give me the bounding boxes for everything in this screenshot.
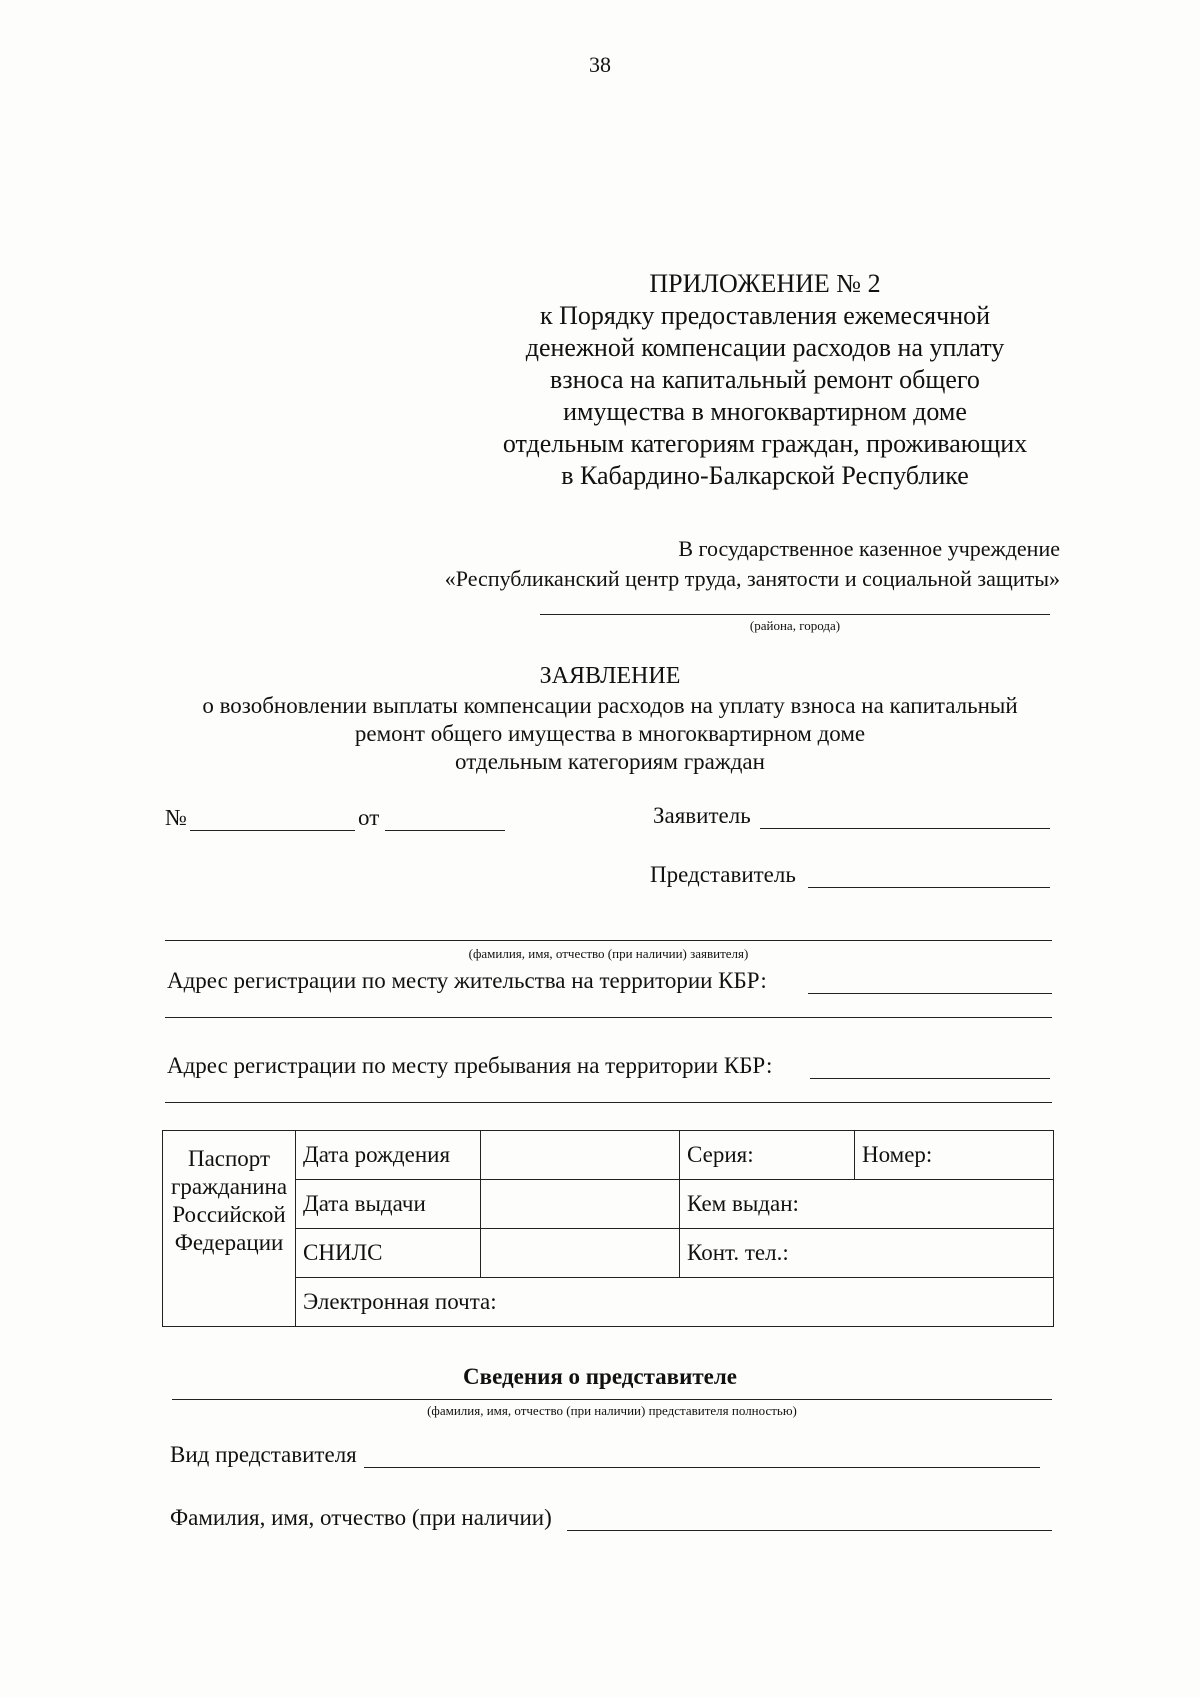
- page-number: 38: [589, 52, 611, 77]
- appendix-line: взноса на капитальный ремонт общего: [550, 365, 980, 394]
- snils-label: СНИЛС: [296, 1229, 481, 1278]
- statement-title: ЗАЯВЛЕНИЕ: [539, 663, 681, 689]
- phone-cell[interactable]: [680, 1229, 1054, 1278]
- representative-section-title: Сведения о представителе: [463, 1364, 737, 1389]
- representative-field-line[interactable]: [808, 887, 1050, 888]
- issued-by-cell[interactable]: [680, 1180, 1054, 1229]
- applicant-label: Заявитель: [653, 803, 751, 828]
- district-caption: (района, города): [749, 618, 841, 633]
- side-label-line: Федерации: [174, 1230, 284, 1255]
- number-cell[interactable]: [855, 1131, 1054, 1180]
- statement-line: отдельным категориям граждан: [455, 749, 765, 774]
- representative-fio-caption: (фамилия, имя, отчество (при наличии) представителя полностью): [427, 1403, 797, 1418]
- birth-date-label: Дата рождения: [296, 1131, 481, 1180]
- email-label: Электронная почта:: [303, 1289, 497, 1314]
- series-cell[interactable]: [680, 1131, 855, 1180]
- institution-block: [300, 534, 1060, 594]
- stay-address-line-2[interactable]: [165, 1102, 1052, 1103]
- applicant-field-line[interactable]: [760, 828, 1050, 829]
- stay-address-line[interactable]: [810, 1078, 1050, 1079]
- issued-by-label: Кем выдан:: [687, 1191, 799, 1216]
- date-field-line[interactable]: [385, 830, 505, 831]
- passport-side-label: [163, 1131, 296, 1327]
- passport-number-label: Номер:: [862, 1142, 933, 1167]
- representative-name-line[interactable]: [567, 1530, 1052, 1531]
- passport-table: [162, 1130, 1054, 1327]
- issue-date-label: Дата выдачи: [296, 1180, 481, 1229]
- appendix-heading: [440, 268, 1090, 492]
- from-label: от: [358, 805, 380, 830]
- side-label-line: Паспорт: [187, 1146, 271, 1171]
- issue-date-cell[interactable]: [481, 1180, 680, 1229]
- snils-cell[interactable]: [481, 1229, 680, 1278]
- institution-line: В государственное казенное учреждение: [678, 536, 1060, 561]
- side-label-line: гражданина: [170, 1174, 288, 1199]
- statement-line: о возобновлении выплаты компенсации расходов на уплату взноса на капитальный: [202, 693, 1018, 718]
- appendix-line: к Порядку предоставления ежемесячной: [539, 301, 991, 330]
- appendix-title: ПРИЛОЖЕНИЕ № 2: [649, 269, 881, 298]
- statement-line: ремонт общего имущества в многоквартирном доме: [354, 721, 866, 746]
- stay-address-label: Адрес регистрации по месту пребывания на территории КБР:: [167, 1053, 773, 1078]
- appendix-line: имущества в многоквартирном доме: [563, 397, 967, 426]
- appendix-line: денежной компенсации расходов на уплату: [525, 333, 1005, 362]
- applicant-fio-caption: (фамилия, имя, отчество (при наличии) заявителя): [468, 946, 749, 961]
- statement-heading: [120, 660, 1100, 776]
- district-field-line[interactable]: [540, 614, 1050, 615]
- representative-type-label: Вид представителя: [170, 1442, 357, 1467]
- residence-address-line-2[interactable]: [165, 1017, 1052, 1018]
- series-label: Серия:: [687, 1142, 754, 1167]
- institution-name: «Республиканский центр труда, занятости и социальной защиты»: [444, 566, 1060, 591]
- residence-address-line[interactable]: [808, 993, 1052, 994]
- representative-type-line[interactable]: [364, 1467, 1040, 1468]
- number-field-line[interactable]: [190, 830, 355, 831]
- appendix-line: в Кабардино-Балкарской Республике: [561, 461, 969, 490]
- applicant-fio-line[interactable]: [165, 940, 1052, 941]
- appendix-line: отдельным категориям граждан, проживающих: [502, 429, 1028, 458]
- email-cell[interactable]: [296, 1278, 1054, 1327]
- residence-address-label: Адрес регистрации по месту жительства на территории КБР:: [167, 968, 767, 993]
- number-label: №: [165, 805, 187, 830]
- side-label-line: Российской: [172, 1202, 286, 1227]
- representative-name-label: Фамилия, имя, отчество (при наличии): [170, 1505, 552, 1530]
- representative-label: Представитель: [650, 862, 796, 887]
- phone-label: Конт. тел.:: [687, 1240, 789, 1265]
- birth-date-cell[interactable]: [481, 1131, 680, 1180]
- representative-fio-line[interactable]: [172, 1399, 1052, 1400]
